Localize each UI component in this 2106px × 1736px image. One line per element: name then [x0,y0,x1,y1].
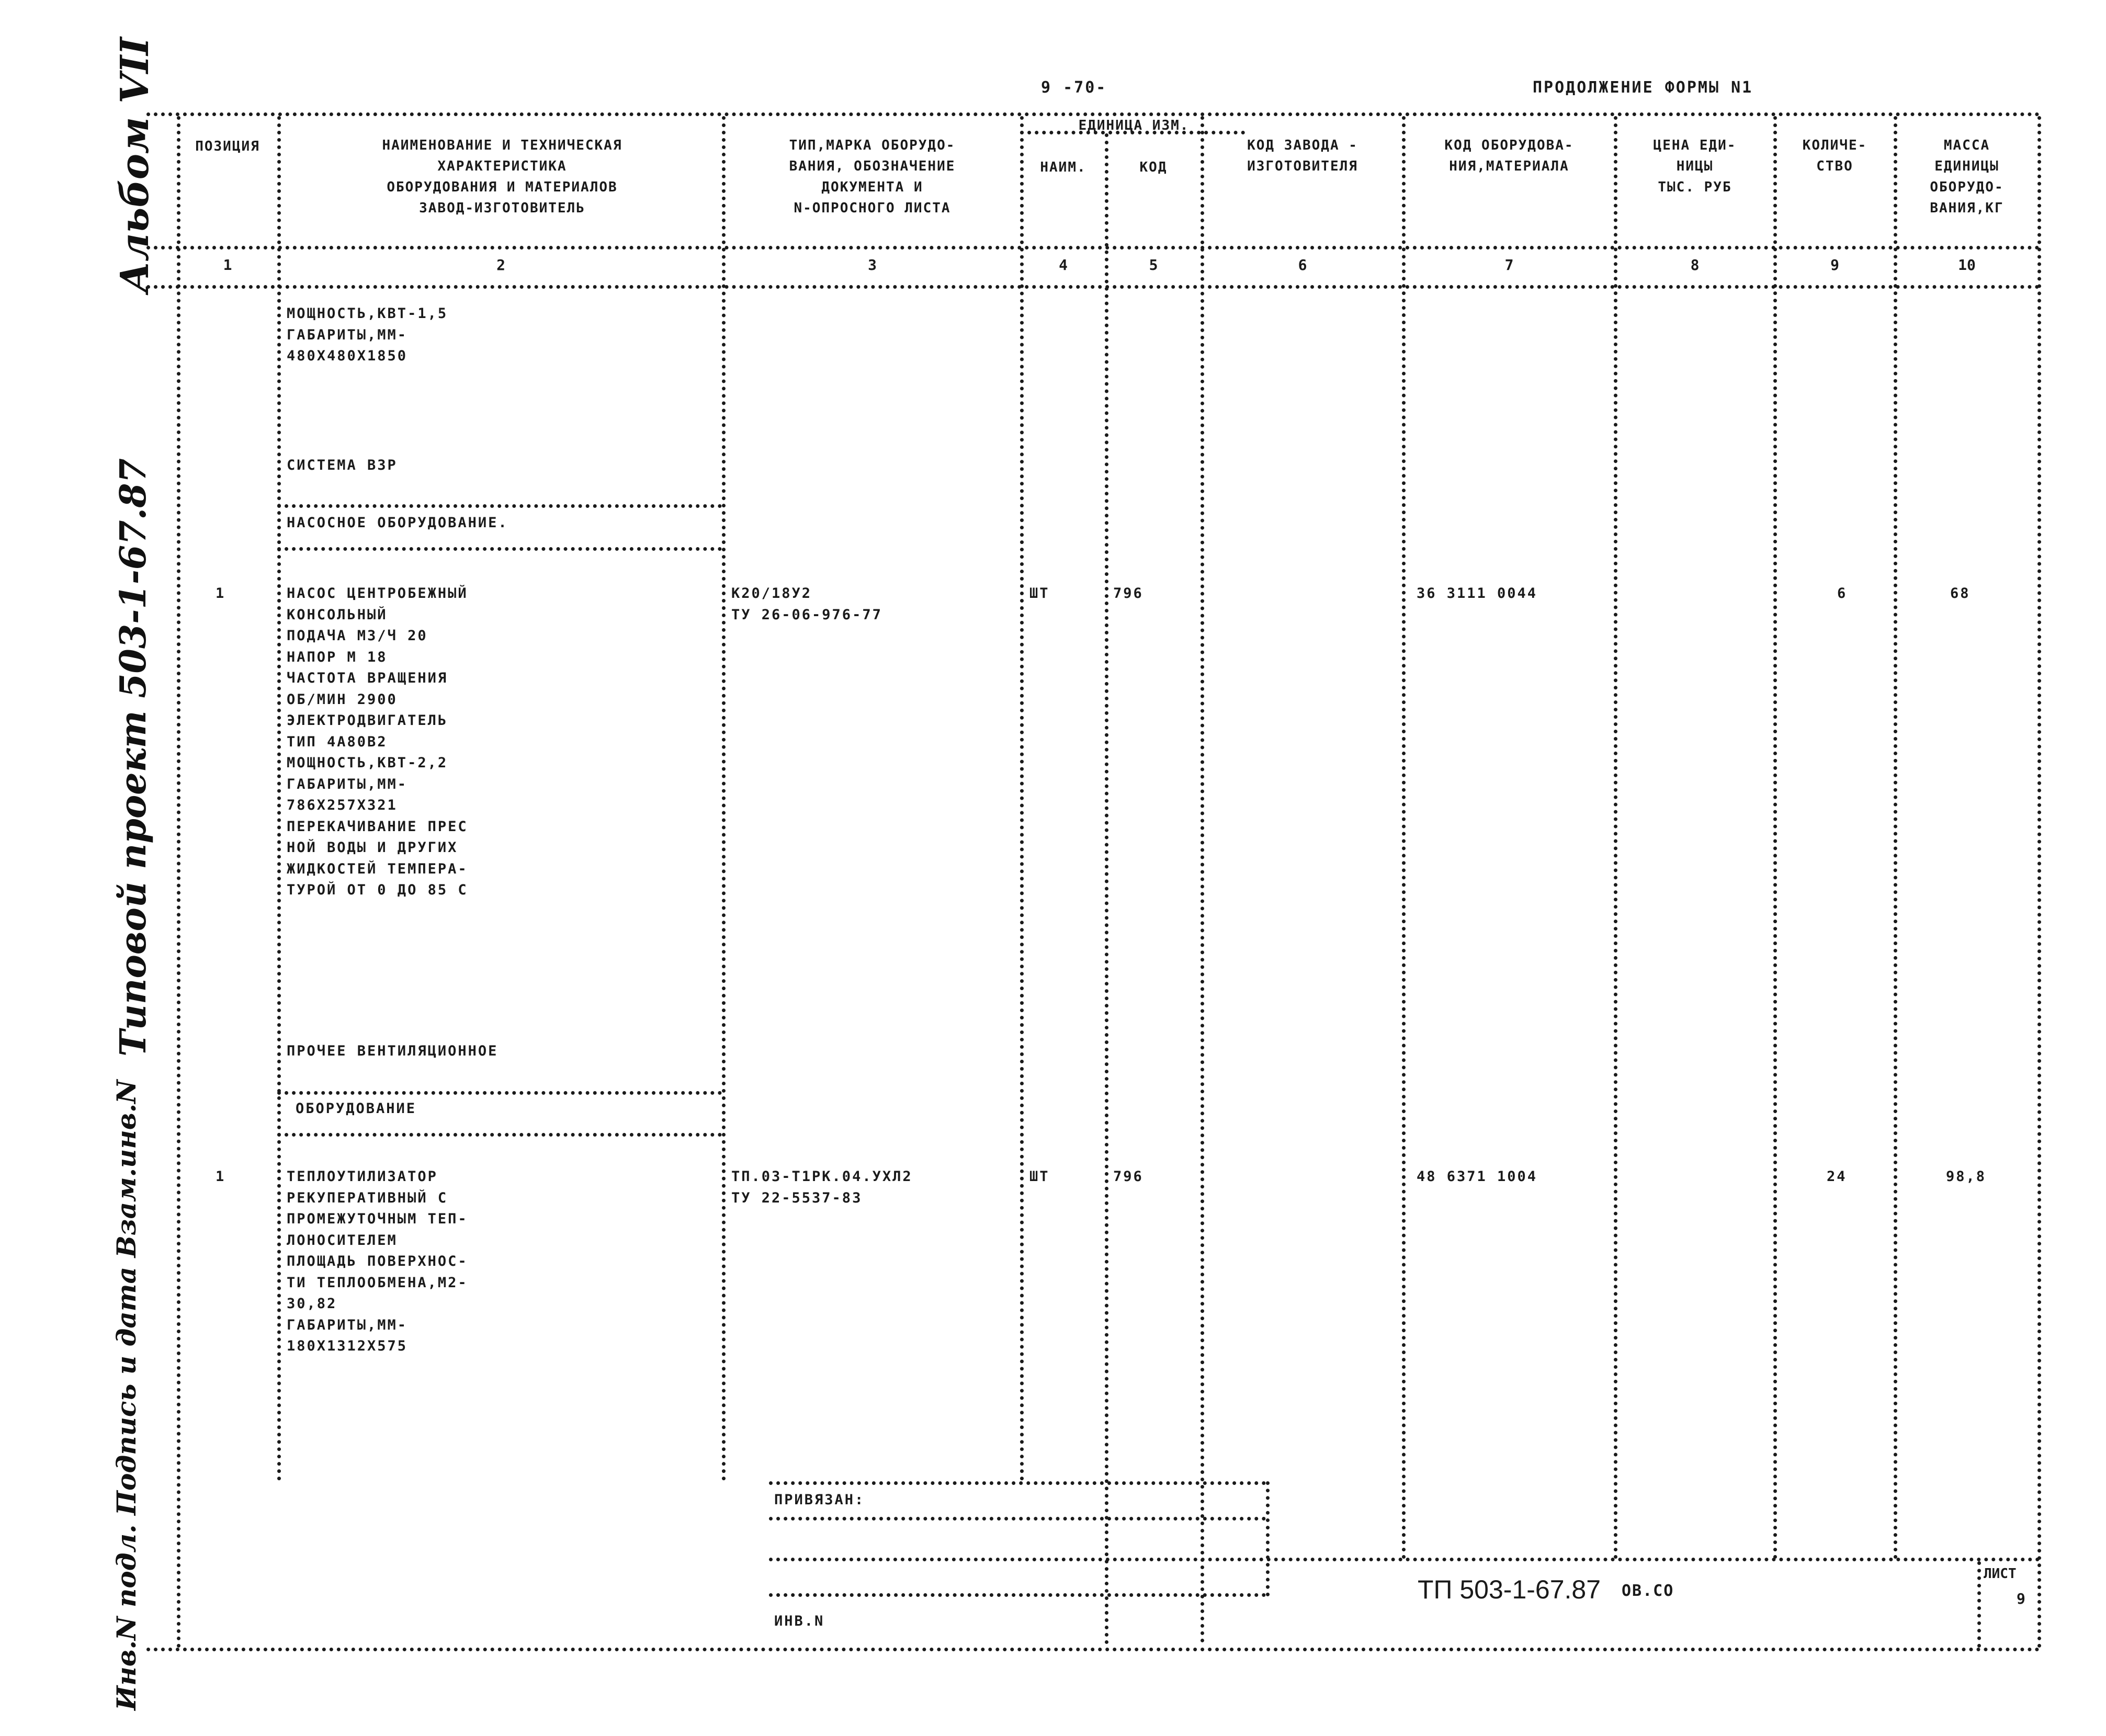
col-rule-5 [1201,116,1204,1643]
sheet-number: 9 [2017,1590,2025,1607]
section-pump-equipment: НАСОСНОЕ ОБОРУДОВАНИЕ. [287,515,508,531]
album-stamp: Альбом VII [112,37,157,293]
section-other-equipment: ОБОРУДОВАНИЕ [296,1100,417,1117]
pump-type: К20/18У2 ТУ 26-06-976-77 [731,585,882,623]
col-rule-2 [722,116,726,1481]
col-num-8: 8 [1690,256,1700,274]
tb-rule-sheet [1977,1561,1981,1648]
col-head-equipment-code: КОД ОБОРУДОВА- НИЯ,МАТЕРИАЛА [1444,138,1574,174]
section-other-ventilation: ПРОЧЕЕ ВЕНТИЛЯЦИОННОЕ [287,1043,499,1059]
col-num-2: 2 [496,256,505,274]
section-system-vzr: СИСТЕМА ВЗР [287,457,398,473]
pump-quantity: 6 [1837,585,1848,602]
col-head-factory: КОД ЗАВОДА - ИЗГОТОВИТЕЛЯ [1247,138,1358,174]
page-marker: 9 -70- [1041,78,1107,97]
col-head-position: ПОЗИЦИЯ [195,139,260,154]
col-rule-0 [177,116,180,1649]
col-rule-3 [1020,116,1024,1481]
project-stamp: Типовой проект 503-1-67.87 [112,458,154,1057]
top-lines: МОЩНОСТЬ,КВТ-1,5 ГАБАРИТЫ,ММ- 480Х480Х1850 [287,305,448,364]
pump-unit-code: 796 [1113,585,1143,602]
pump-position: 1 [216,585,226,602]
rule-section-d [277,1133,722,1137]
col-head-type: ТИП,МАРКА ОБОРУДО- ВАНИЯ, ОБОЗНАЧЕНИЕ ДОКУМЕНТА И N-ОПРОСНОГО ЛИСТА [789,138,956,216]
inventory-number-label: ИНВ.N [774,1613,825,1629]
heat-type: ТП.03-Т1РК.04.УХЛ2 ТУ 22-5537-83 [731,1168,913,1206]
col-rule-9 [1894,116,1897,1560]
sheet-label: ЛИСТ [1984,1566,2017,1582]
rule-section-a [277,504,722,508]
rule-colnum-bottom [146,285,2040,289]
heat-equipment-code: 48 6371 1004 [1417,1168,1538,1185]
rule-section-c [277,1091,722,1095]
pump-mass: 68 [1950,585,1971,602]
rule-tb-1 [769,1481,1266,1485]
inventory-stamp: Инв.N подл. Подпись и дата Взам.инв.N [111,1080,142,1710]
heat-quantity: 24 [1827,1168,1847,1185]
col-rule-1 [277,116,281,1481]
pump-unit-name: ШТ [1029,585,1050,602]
form-title: ПРОДОЛЖЕНИЕ ФОРМЫ N1 [1533,78,1753,97]
col-num-5: 5 [1149,256,1158,274]
heat-position: 1 [216,1168,226,1185]
heat-unit-name: ШТ [1029,1168,1050,1185]
heat-mass: 98,8 [1946,1168,1987,1185]
heat-description: ТЕПЛОУТИЛИЗАТОР РЕКУПЕРАТИВНЫЙ С ПРОМЕЖУТОЧНЫМ ТЕП- ЛОНОСИТЕЛЕМ ПЛОЩАДЬ ПОВЕРХНОС- ТИ ТЕПЛООБМЕНА,М2- 30,82 ГАБАРИТЫ,ММ- 180Х1312Х575 [287,1168,468,1354]
document-code: ТП 503-1-67.87 [1418,1575,1601,1604]
col-head-name: НАИМЕНОВАНИЕ И ТЕХНИЧЕСКАЯ ХАРАКТЕРИСТИКА ОБОРУДОВАНИЯ И МАТЕРИАЛОВ ЗАВОД-ИЗГОТОВИТЕЛЬ [382,138,622,216]
rule-tb-2 [769,1517,1266,1521]
col-rule-10 [2037,116,2041,1649]
col-head-price: ЦЕНА ЕДИ- НИЦЫ ТЫС. РУБ [1653,138,1737,195]
rule-header-bottom [146,246,2040,249]
col-num-1: 1 [223,256,232,274]
col-num-6: 6 [1298,256,1307,274]
col-num-7: 7 [1504,256,1514,274]
col-num-10: 10 [1958,256,1976,274]
rule-tb-4 [769,1593,1266,1597]
col-rule-8 [1773,116,1777,1560]
pump-equipment-code: 36 3111 0044 [1417,585,1538,602]
rule-section-b [277,547,722,551]
col-num-9: 9 [1830,256,1839,274]
rule-bottom [146,1648,2040,1651]
pump-description: НАСОС ЦЕНТРОБЕЖНЫЙ КОНСОЛЬНЫЙ ПОДАЧА М3/Ч 20 НАПОР М 18 ЧАСТОТА ВРАЩЕНИЯ ОБ/МИН 2900 ЭЛЕКТРОДВИГАТЕЛЬ ТИП 4А80В2 МОЩНОСТЬ,КВТ-2,2 ГАБАРИТЫ,ММ- 786Х257Х321 ПЕРЕКАЧИВАНИЕ ПРЕС НОЙ ВОДЫ И ДРУГИХ ЖИДКОСТЕЙ ТЕМПЕРА- ТУРОЙ ОТ 0 ДО 85 С [287,585,468,898]
col-head-mass: МАССА ЕДИНИЦЫ ОБОРУДО- ВАНИЯ,КГ [1930,138,2004,216]
col-rule-4 [1105,133,1108,1645]
col-head-unit-group: ЕДИНИЦА ИЗМ. [1078,118,1190,133]
linked-label: ПРИВЯЗАН: [774,1492,865,1508]
col-head-quantity: КОЛИЧЕ- СТВО [1802,138,1867,174]
col-rule-6 [1402,116,1406,1560]
document-code-suffix: ОВ.СО [1622,1582,1674,1600]
tb-rule-right [1266,1481,1270,1596]
col-head-unit-code: КОД [1139,160,1168,175]
col-rule-7 [1614,116,1617,1560]
heat-unit-code: 796 [1113,1168,1143,1185]
col-head-unit-name: НАИМ. [1040,160,1086,175]
col-num-3: 3 [868,256,877,274]
col-num-4: 4 [1059,256,1068,274]
